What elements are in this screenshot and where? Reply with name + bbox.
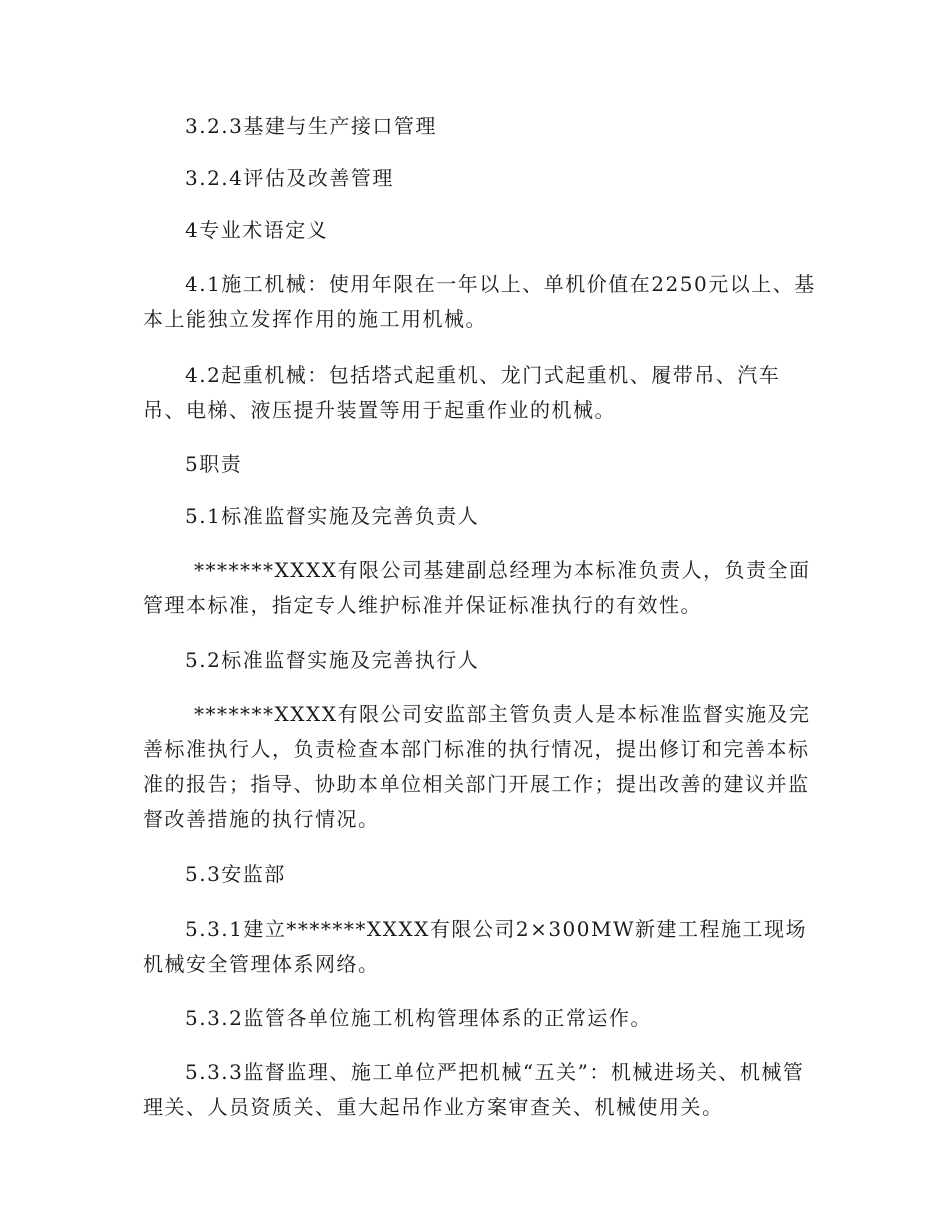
paragraph-5-3-1: 5.3.1建立*******XXXX有限公司2×300MW新建工程施工现场机械安全管理体系网络。 [143, 917, 808, 976]
paragraph-4-2: 4.2起重机械：包括塔式起重机、龙门式起重机、履带吊、汽车吊、电梯、液压提升装置等用于起重作业的机械。 [143, 363, 781, 422]
paragraph-5-2-body: *******XXXX有限公司安监部主管负责人是本标准监督实施及完善标准执行人，负责检查本部门标准的执行情况，提出修订和完善本标准的报告；指导、协助本单位相关部门开展工作；提出改善的建议并监督改善措施的执行情况。 [143, 702, 811, 831]
heading-3-2-3: 3.2.3基建与生产接口管理 [185, 114, 437, 138]
paragraph-5-3-2: 5.3.2监管各单位施工机构管理体系的正常运作。 [185, 1006, 652, 1030]
section-heading-5: 5职责 [185, 452, 243, 476]
paragraph-5-3-3: 5.3.3监督监理、施工单位严把机械“五关”：机械进场关、机械管理关、人员资质关、重大起吊作业方案审查关、机械使用关。 [143, 1060, 805, 1119]
heading-5-3: 5.3安监部 [185, 862, 286, 886]
section-heading-4: 4专业术语定义 [185, 218, 329, 242]
heading-5-1: 5.1标准监督实施及完善负责人 [185, 504, 480, 528]
heading-5-2: 5.2标准监督实施及完善执行人 [185, 648, 480, 672]
paragraph-5-1-body: *******XXXX有限公司基建副总经理为本标准负责人，负责全面管理本标准，指定专人维护标准并保证标准执行的有效性。 [143, 558, 811, 617]
paragraph-4-1: 4.1施工机械：使用年限在一年以上、单机价值在2250元以上、基本上能独立发挥作用的施工用机械。 [143, 272, 816, 331]
heading-3-2-4: 3.2.4评估及改善管理 [185, 166, 394, 190]
